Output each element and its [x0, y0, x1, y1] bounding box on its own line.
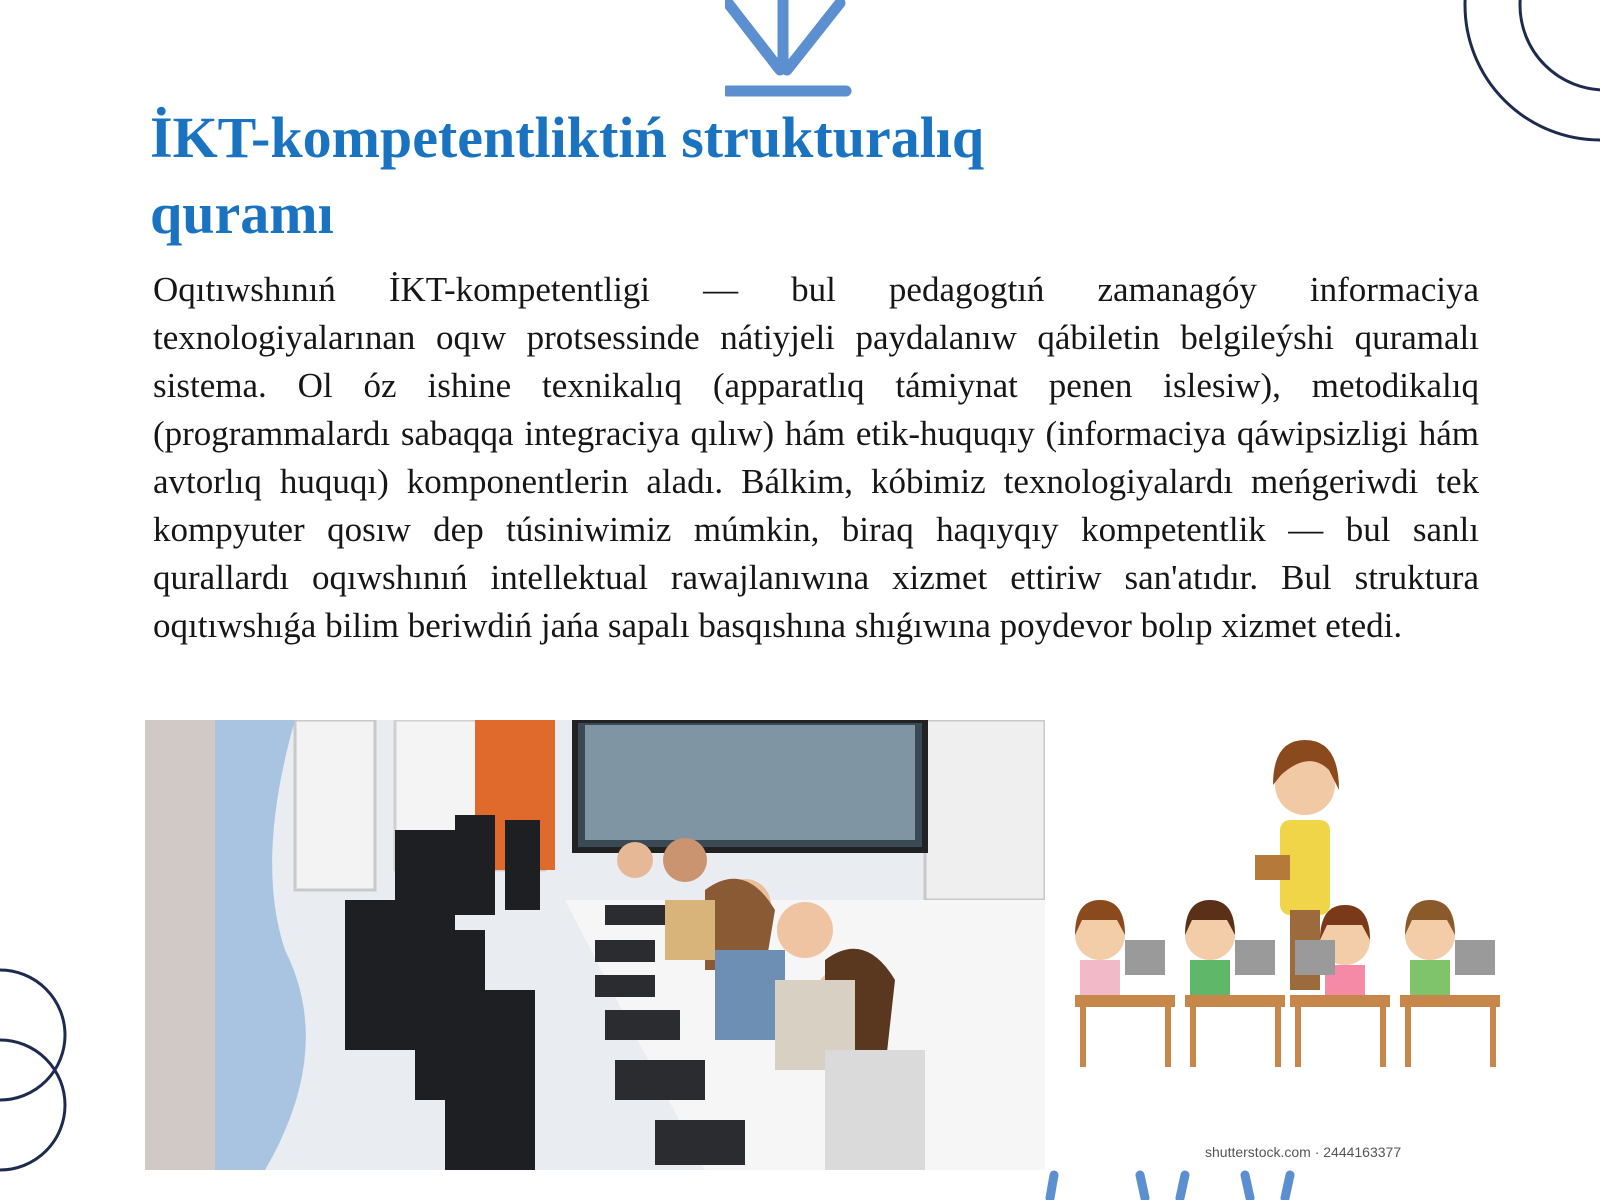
cartoon-illustration: [1075, 740, 1535, 1180]
classroom-photo: [145, 720, 1045, 1170]
circle-decoration-icon: [0, 955, 80, 1200]
slide-title: İKT-kompetentliktiń strukturalıq quramı: [150, 105, 985, 246]
circle-decoration-icon: [1450, 0, 1600, 160]
arrow-decoration-icon: [1040, 1170, 1340, 1200]
image-watermark: shutterstock.com · 2444163377: [1205, 1144, 1402, 1160]
slide-body-text: Oqıtıwshınıń İKT-kompetentligi — bul pedagogtıń zamanagóy informaciya texnologiyalarınan oqıw protsessinde nátiyjeli paydalanıw qábiletin belgileýshi quramalı sistema. Ol óz ishine texnikalıq (apparatlıq támiynat penen islesiw), metodikalıq (programmalardı sabaqqa integraciya qılıw) hám etik-huquqıy (informaciya qáwipsizligi hám avtorlıq huquqı) komponentlerin aladı. Bálkim, kóbimiz texnologiyalardı meńgeriwdi tek kompyuter qosıw dep túsiniwimiz múmkin, biraq haqıyqıy kompetentlik — bul sanlı qurallardı oqıwshınıń intellektual rawajlanıwına xizmet ettiriw san'atıdır. Bul struktura oqıtıwshıǵa bilim beriwdiń jańa sapalı basqıshına shıǵıwına poydevor bolıp xizmet etedi.: [153, 270, 1479, 645]
arrow-decoration-icon: [725, 0, 855, 100]
